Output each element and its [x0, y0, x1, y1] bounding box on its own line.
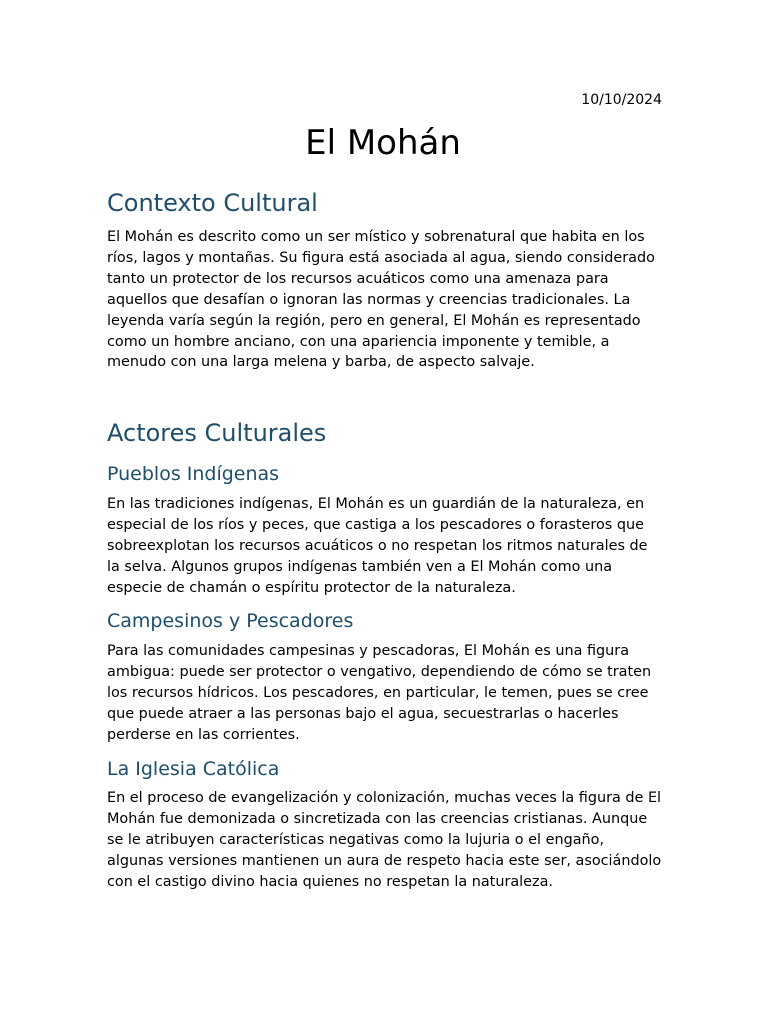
document-date: 10/10/2024 — [581, 92, 662, 108]
subsection-body-campesinos-pescadores: Para las comunidades campesinas y pescadoras, El Mohán es una figura ambigua: puede ser protector o vengativo, dependiendo de cómo se traten los recursos hídricos. Los pescadores, en particular, le temen, pues se cree que puede atraer a las personas bajo el agua, secuestrarlas o hacerles perderse en las corrientes. — [107, 643, 652, 743]
subsection-body-iglesia-catolica: En el proceso de evangelización y colonización, muchas veces la figura de El Mohán fue demonizada o sincretizada con las creencias cristianas. Aunque se le atribuyen características negativas como la lujuria o el engaño, algunas versiones mantienen un aura de respeto hacia este ser, asociándolo con el castigo divino hacia quienes no respetan la naturaleza. — [107, 790, 662, 890]
subsection-heading-campesinos-pescadores: Campesinos y Pescadores — [107, 610, 354, 632]
document-title: El Mohán — [305, 123, 461, 163]
section-heading-contexto-cultural: Contexto Cultural — [107, 189, 318, 217]
section-heading-actores-culturales: Actores Culturales — [107, 419, 327, 447]
section-body-contexto-cultural: El Mohán es descrito como un ser místico y sobrenatural que habita en los ríos, lagos y montañas. Su figura está asociada al agua, siendo considerado tanto un protector de los recursos acuáticos como una amenaza para aquellos que desafían o ignoran las normas y creencias tradicionales. La leyenda varía según la región, pero en general, El Mohán es representado como un hombre anciano, con una apariencia imponente y temible, a menudo con una larga melena y barba, de aspecto salvaje. — [107, 229, 655, 371]
subsection-heading-iglesia-catolica: La Iglesia Católica — [107, 758, 280, 780]
subsection-heading-pueblos-indigenas: Pueblos Indígenas — [107, 463, 280, 485]
subsection-body-pueblos-indigenas: En las tradiciones indígenas, El Mohán es un guardián de la naturaleza, en especial de los ríos y peces, que castiga a los pescadores o forasteros que sobreexplotan los recursos acuáticos o no respetan los ritmos naturales de la selva. Algunos grupos indígenas también ven a El Mohán como una especie de chamán o espíritu protector de la naturaleza. — [107, 496, 648, 596]
